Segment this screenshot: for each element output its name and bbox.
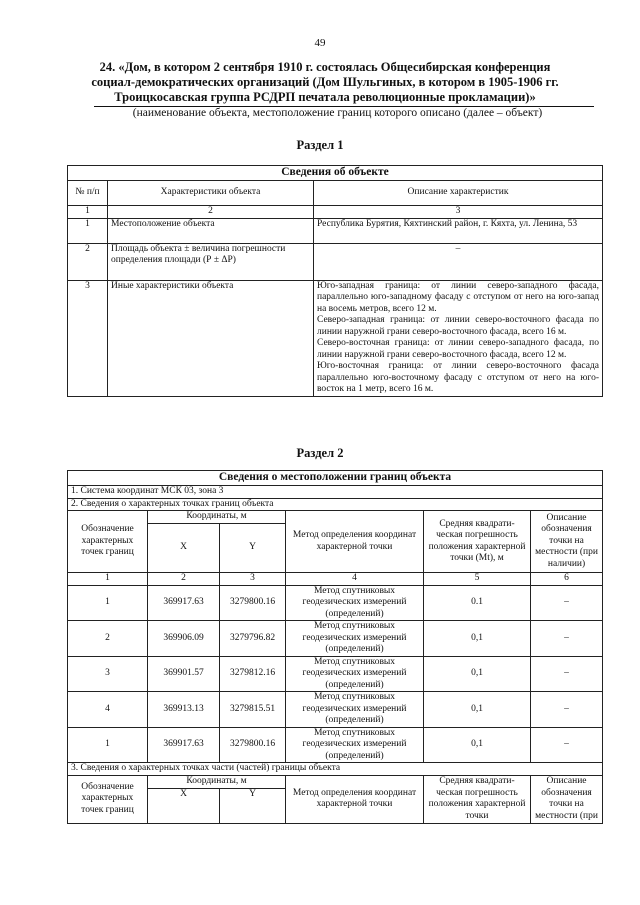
part-points-line: 3. Сведения о характерных точках части (частей) границы объекта	[68, 763, 603, 776]
section-2-heading: Раздел 2	[296, 446, 344, 460]
table-row	[68, 656, 603, 692]
border-nw: Северо-западная граница: от линии северо-восточного фасада по линии наружной грани северо-восточного фасада, всего 16 м.	[317, 315, 599, 337]
table-row	[68, 692, 603, 728]
row-name: Площадь объекта ± величина погрешности определения площади (Р ± ΔР)	[108, 243, 314, 280]
header-point: Обозначение характерных точек границ	[68, 511, 148, 573]
point-id: 1	[68, 727, 148, 763]
points-info-line: 2. Сведения о характерных точках границ объекта	[68, 498, 603, 511]
table-row	[68, 727, 603, 763]
document-title: 24. «Дом, в котором 2 сентября 1910 г. состоялась Общесибирская конференция социал-демократических организаций (Дом Шульгиных, в котором в 1905-1906 гг. Троицкосавская группа РСДРП печатала революционные прокламации)»	[91, 60, 559, 104]
point-id: 3	[68, 656, 148, 692]
header-description: Описание обозначения точки на местности (при наличии)	[531, 511, 603, 573]
point-y: 3279800.16	[220, 727, 286, 763]
row-desc: Республика Бурятия, Кяхтинский район, г. Кяхта, ул. Ленина, 53	[314, 218, 603, 243]
header-coords: Координаты, м	[148, 775, 286, 788]
point-x: 369917.63	[148, 585, 220, 621]
point-method: Метод спутниковых геодезических измерений (определений)	[286, 656, 424, 692]
col-number: 5	[424, 573, 531, 586]
point-x: 369906.09	[148, 621, 220, 657]
point-accuracy: 0,1	[424, 621, 531, 657]
border-se: Юго-восточная граница: от линии северо-восточного фасада параллельно юго-восточному фасаду с отступом от него на юго-восток на 1 метр, всего 16 м.	[317, 361, 599, 394]
header-y: Y	[220, 788, 286, 823]
row-num: 2	[68, 243, 108, 280]
object-info-table-title: Сведения об объекте	[68, 166, 603, 181]
point-id: 2	[68, 621, 148, 657]
border-ne: Северо-восточная граница: от линии северо-западного фасада, по линии наружной грани северо-восточного фасада, всего 12 м.	[317, 338, 599, 360]
point-desc: –	[531, 621, 603, 657]
header-point: Обозначение характерных точек границ	[68, 775, 148, 823]
row-desc: –	[314, 243, 603, 280]
header-y: Y	[220, 524, 286, 573]
header-characteristic: Характеристики объекта	[108, 181, 314, 206]
point-method: Метод спутниковых геодезических измерений (определений)	[286, 692, 424, 728]
col-number: 1	[68, 206, 108, 219]
col-number: 2	[148, 573, 220, 586]
row-num: 3	[68, 280, 108, 396]
object-info-table	[67, 165, 603, 397]
point-desc: –	[531, 727, 603, 763]
point-accuracy: 0,1	[424, 692, 531, 728]
row-desc	[314, 280, 603, 396]
header-method: Метод определения координат характерной точки	[286, 775, 424, 823]
table-row	[68, 280, 603, 396]
point-x: 369901.57	[148, 656, 220, 692]
col-number: 2	[108, 206, 314, 219]
boundary-table	[67, 470, 603, 824]
point-accuracy: 0,1	[424, 656, 531, 692]
header-description: Описание обозначения точки на местности (при	[531, 775, 603, 823]
point-accuracy: 0,1	[424, 727, 531, 763]
header-x: X	[148, 524, 220, 573]
row-name: Местоположение объекта	[108, 218, 314, 243]
col-number: 4	[286, 573, 424, 586]
point-id: 4	[68, 692, 148, 728]
point-y: 3279796.82	[220, 621, 286, 657]
point-y: 3279800.16	[220, 585, 286, 621]
point-x: 369917.63	[148, 727, 220, 763]
point-desc: –	[531, 585, 603, 621]
table-row	[68, 243, 603, 280]
col-number: 6	[531, 573, 603, 586]
table-row	[68, 621, 603, 657]
point-method: Метод спутниковых геодезических измерений (определений)	[286, 727, 424, 763]
col-number: 3	[220, 573, 286, 586]
point-desc: –	[531, 656, 603, 692]
row-name: Иные характеристики объекта	[108, 280, 314, 396]
header-x: X	[148, 788, 220, 823]
table-row	[68, 585, 603, 621]
header-accuracy: Средняя квадрати-ческая погрешность положения характерной точки (Мt), м	[424, 511, 531, 573]
coord-system-line: 1. Система координат МСК 03, зона 3	[68, 486, 603, 499]
point-accuracy: 0.1	[424, 585, 531, 621]
col-number: 1	[68, 573, 148, 586]
point-desc: –	[531, 692, 603, 728]
boundary-table-title: Сведения о местоположении границ объекта	[68, 471, 603, 486]
header-method: Метод определения координат характерной точки	[286, 511, 424, 573]
header-num: № п/п	[68, 181, 108, 206]
point-method: Метод спутниковых геодезических измерений (определений)	[286, 621, 424, 657]
document-subtitle: (наименование объекта, местоположение границ которого описано (далее – объект)	[132, 107, 543, 119]
table-row	[68, 218, 603, 243]
point-y: 3279812.16	[220, 656, 286, 692]
header-description: Описание характеристик	[314, 181, 603, 206]
row-num: 1	[68, 218, 108, 243]
page-number: 49	[314, 37, 326, 49]
point-method: Метод спутниковых геодезических измерений (определений)	[286, 585, 424, 621]
point-x: 369913.13	[148, 692, 220, 728]
col-number: 3	[314, 206, 603, 219]
point-id: 1	[68, 585, 148, 621]
header-accuracy: Средняя квадрати-ческая погрешность положения характерной точки	[424, 775, 531, 823]
border-sw: Юго-западная граница: от линии северо-западного фасада, параллельно юго-западному фасаду с отступом от него на юго-запад на восемь метров, всего 12 м.	[317, 280, 599, 314]
header-coords: Координаты, м	[148, 511, 286, 524]
point-y: 3279815.51	[220, 692, 286, 728]
section-1-heading: Раздел 1	[296, 138, 344, 152]
